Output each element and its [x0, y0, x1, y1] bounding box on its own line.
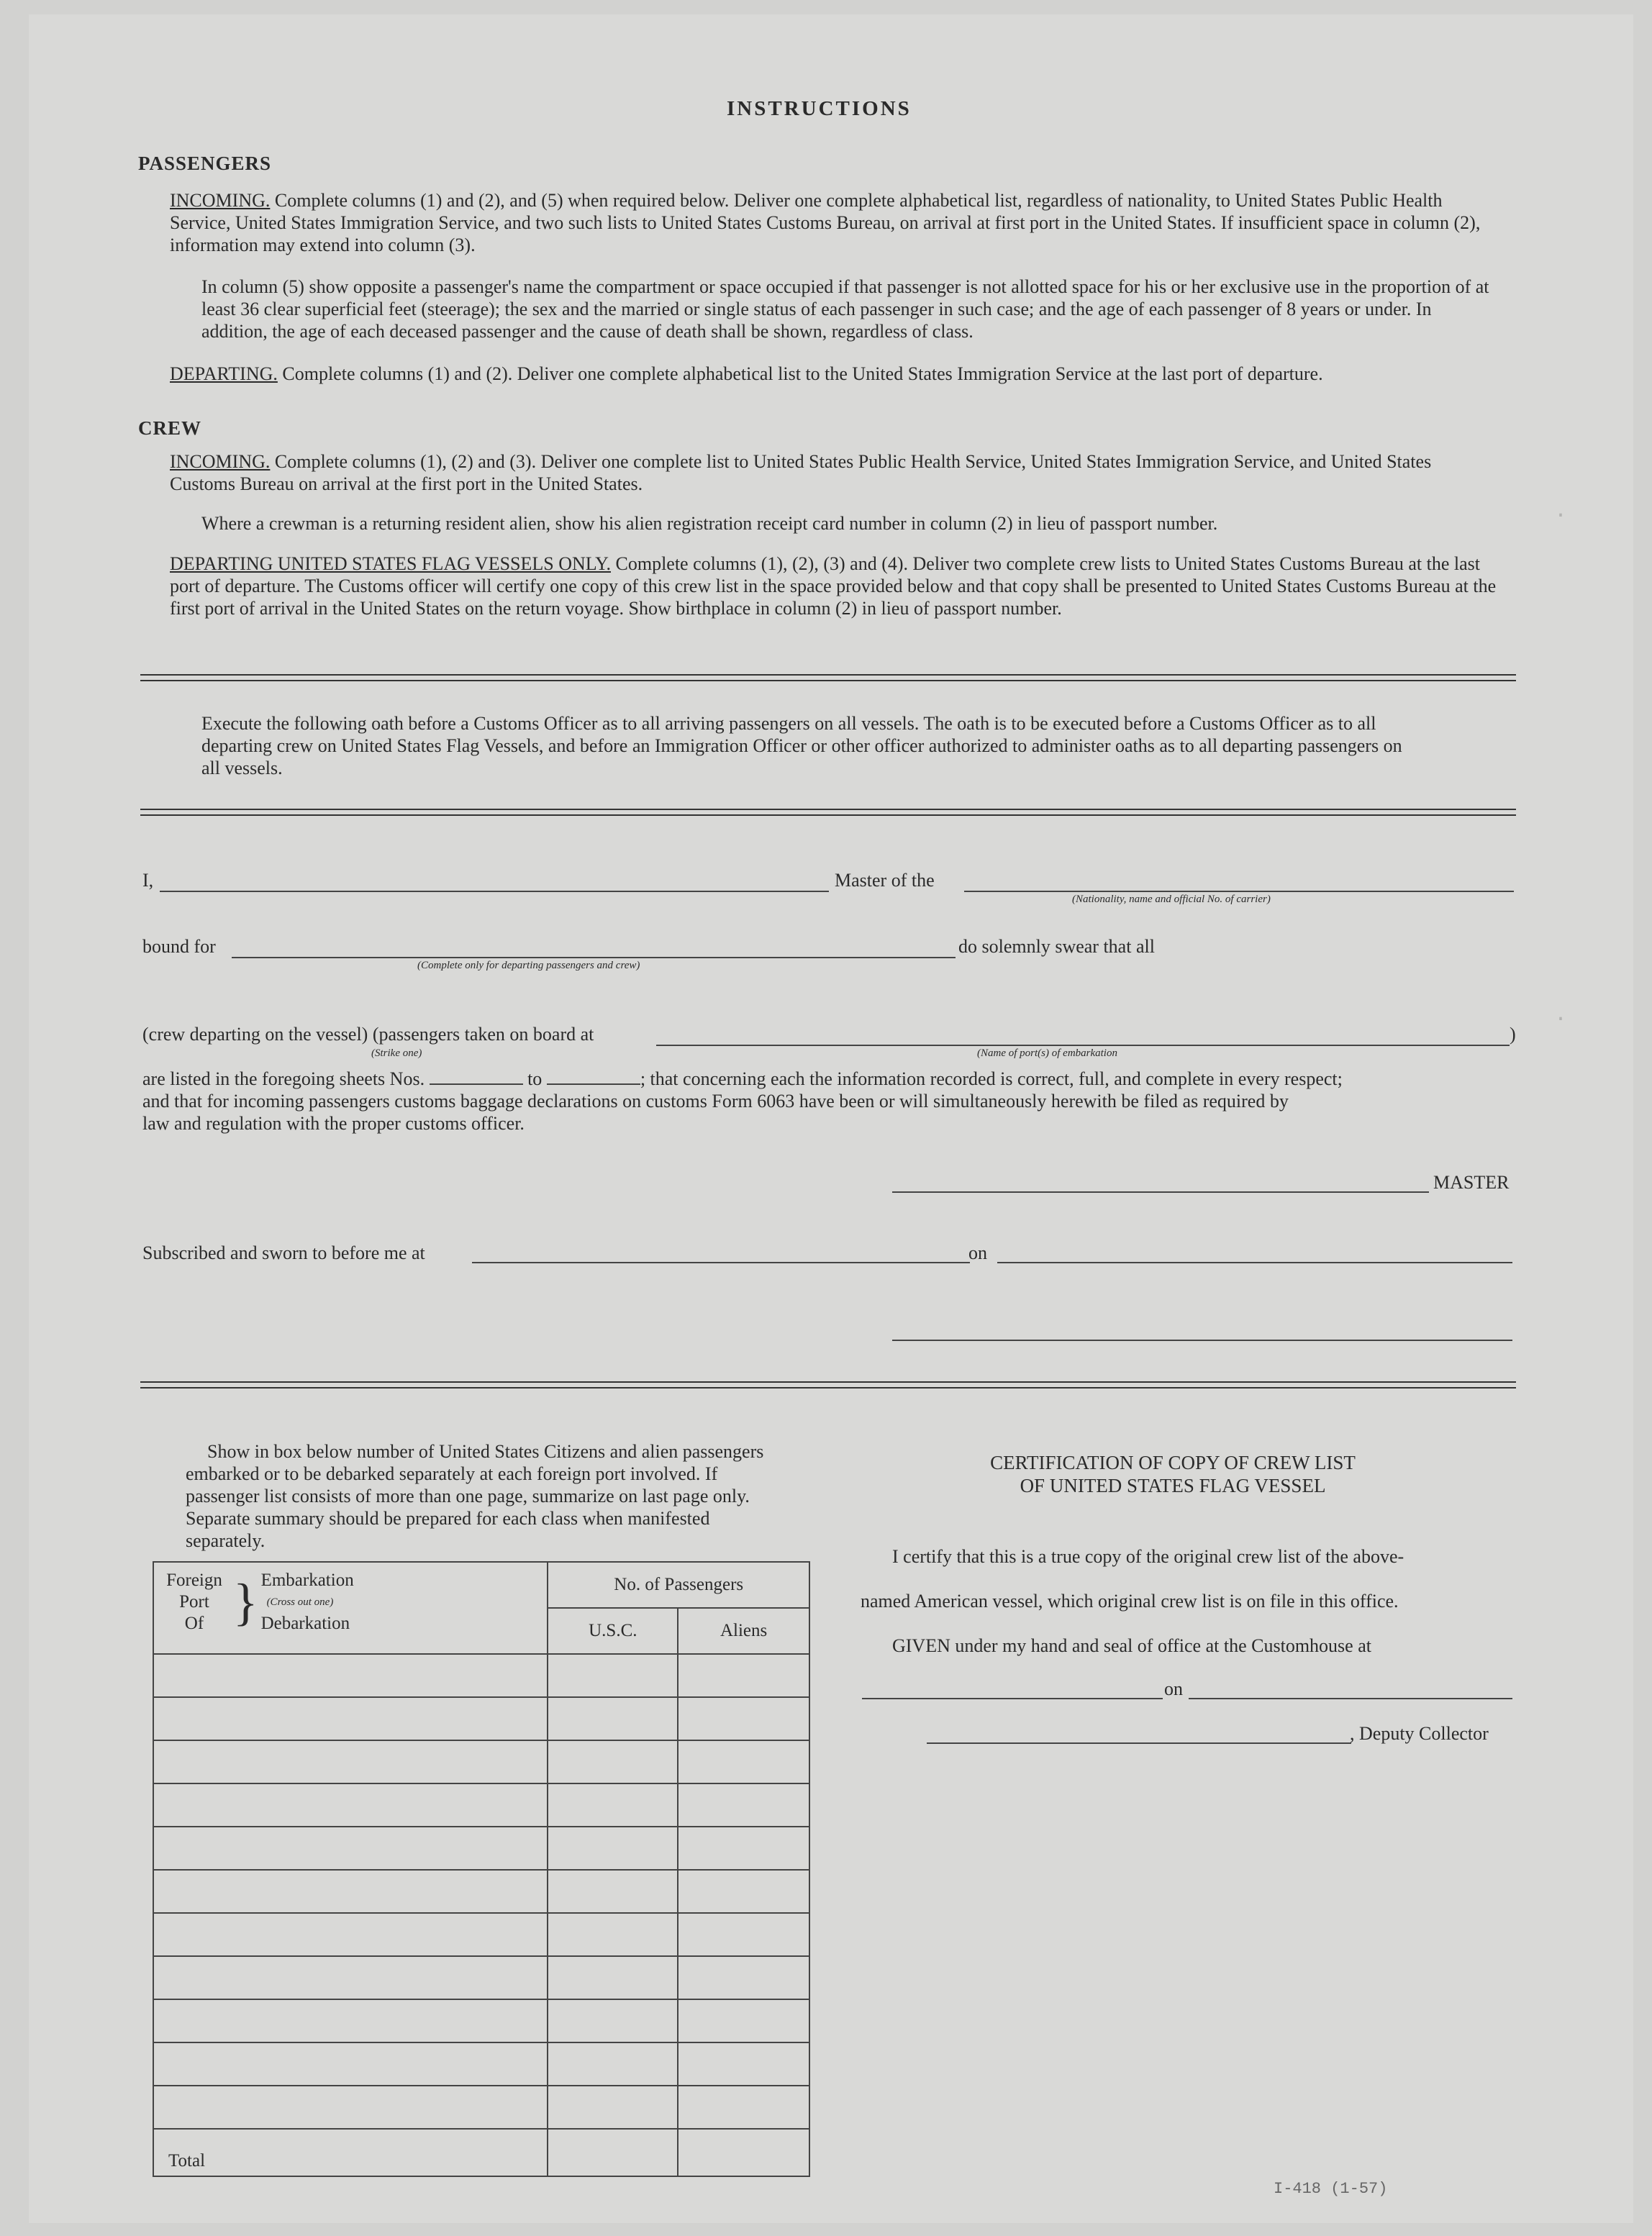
usc-cell[interactable]	[548, 1956, 678, 1999]
port-cell[interactable]	[153, 1654, 548, 1697]
ports-caption: (Name of port(s) of embarkation	[977, 1047, 1117, 1059]
bound-for-field[interactable]	[232, 957, 956, 958]
master-name-field[interactable]	[160, 891, 829, 892]
certify-on-label: on	[1164, 1678, 1183, 1699]
usc-cell[interactable]	[548, 2086, 678, 2129]
complete-caption: (Complete only for departing passengers and crew)	[417, 960, 640, 971]
page-title: INSTRUCTIONS	[727, 97, 912, 120]
brace: }	[233, 1573, 258, 1631]
carrier-field[interactable]	[964, 891, 1514, 892]
certify-line-1: I certify that this is a true copy of the original crew list of the above-	[892, 1546, 1404, 1567]
aliens-cell[interactable]	[678, 2042, 809, 2086]
form-number: I-418 (1-57)	[1274, 2180, 1388, 2198]
crew-incoming-label: INCOMING.	[170, 451, 271, 472]
port-cell[interactable]	[153, 2042, 548, 2086]
aliens-cell[interactable]	[678, 1956, 809, 1999]
port-cell[interactable]	[153, 1827, 548, 1870]
listed-to-label: to	[527, 1068, 543, 1089]
passengers-incoming-paragraph	[170, 189, 1501, 256]
crew-incoming-paragraph	[170, 450, 1501, 495]
form-page	[29, 14, 1633, 2223]
bleed-through-mark: ·	[1554, 504, 1568, 528]
bound-for-label: bound for	[142, 936, 216, 957]
usc-cell[interactable]	[548, 1740, 678, 1783]
aliens-cell[interactable]	[678, 1827, 809, 1870]
of-label: Of	[184, 1614, 204, 1633]
total-usc-cell[interactable]	[548, 2129, 678, 2176]
certify-date-field[interactable]	[1189, 1698, 1512, 1699]
usc-cell[interactable]	[548, 1999, 678, 2042]
sworn-date-field[interactable]	[997, 1262, 1512, 1263]
section-divider	[140, 814, 1516, 816]
usc-cell[interactable]	[548, 1913, 678, 1956]
passengers-column5-paragraph: In column (5) show opposite a passenger's name the compartment or space occupied if that passenger is not allotted space for his or her exclusive use in the proportion of at least 36 clear superficial feet (steerage); the sex and the married or single status of each passenger in such case; and the age of each passenger of 8 years or under. In addition, the age of each deceased passenger and the cause of death shall be shown, regardless of class.	[201, 276, 1489, 342]
passengers-departing-label: DEPARTING.	[170, 363, 278, 384]
usc-cell[interactable]	[548, 1783, 678, 1827]
certify-line-2: named American vessel, which original crew list is on file in this office.	[861, 1591, 1399, 1612]
section-divider	[140, 1381, 1516, 1383]
usc-cell[interactable]	[548, 2042, 678, 2086]
aliens-cell[interactable]	[678, 1999, 809, 2042]
passengers-incoming-text: Complete columns (1) and (2), and (5) when required below. Deliver one complete alphabetical list, regardless of nationality, to United States Public Health Service, United States Immigration Service, and two such lists to United States Customs Bureau, on arrival at first port in the United States. If insufficient space in column (2), information may extend into column (3).	[170, 190, 1481, 255]
debarkation-label: Debarkation	[260, 1614, 350, 1633]
section-divider	[140, 680, 1516, 681]
port-cell[interactable]	[153, 1783, 548, 1827]
usc-header: U.S.C.	[548, 1608, 678, 1654]
strike-one-caption: (Strike one)	[371, 1047, 422, 1059]
crew-heading: CREW	[138, 417, 202, 439]
port-cell[interactable]	[153, 1740, 548, 1783]
deputy-signature-field[interactable]	[927, 1742, 1351, 1744]
section-divider	[140, 674, 1516, 676]
officer-signature-field[interactable]	[892, 1340, 1512, 1341]
certification-title-1: CERTIFICATION OF COPY OF CREW LIST	[990, 1452, 1356, 1473]
listed-text-a: are listed in the foregoing sheets Nos.	[142, 1068, 425, 1089]
port-header-cell	[153, 1562, 548, 1654]
bleed-through-mark: ·	[1554, 1007, 1568, 1032]
listed-text-c: and that for incoming passengers customs baggage declarations on customs Form 6063 have been or will simultaneously herewith be filed as required by	[142, 1091, 1289, 1112]
no-of-passengers-header: No. of Passengers	[548, 1562, 809, 1608]
passengers-incoming-label: INCOMING.	[170, 190, 271, 211]
usc-cell[interactable]	[548, 1870, 678, 1913]
aliens-cell[interactable]	[678, 1870, 809, 1913]
usc-cell[interactable]	[548, 1654, 678, 1697]
sworn-place-field[interactable]	[472, 1262, 970, 1263]
nationality-caption: (Nationality, name and official No. of carrier)	[1072, 894, 1271, 905]
subscribed-label: Subscribed and sworn to before me at	[142, 1242, 425, 1263]
listed-paragraph	[142, 1068, 1517, 1135]
section-divider	[140, 1387, 1516, 1389]
sheet-to-field[interactable]	[547, 1068, 640, 1085]
close-paren: )	[1510, 1024, 1516, 1045]
aliens-cell[interactable]	[678, 1783, 809, 1827]
customhouse-field[interactable]	[862, 1698, 1163, 1699]
oath-intro-paragraph: Execute the following oath before a Customs Officer as to all arriving passengers on all vessels. The oath is to be executed before a Customs Officer as to all departing crew on United States Flag Vessels, and before an Immigration Officer or other officer authorized to administer oaths as to all departing passengers on all vessels.	[201, 713, 1402, 778]
listed-text-d: law and regulation with the proper customs officer.	[142, 1113, 525, 1134]
crew-departing-text: Complete columns (1), (2), (3) and (4). Deliver two complete crew lists to United States Customs Bureau at the last port of departure. The Customs officer will certify one copy of this crew list in the space provided below and that copy shall be presented to United States Customs Bureau at the first port of arrival in the United States on the return voyage. Show birthplace in column (2) in lieu of passport number.	[170, 553, 1497, 619]
port-label: Port	[179, 1592, 209, 1612]
oath-i-label: I,	[142, 870, 154, 891]
embarkation-ports-field[interactable]	[656, 1045, 1510, 1046]
crew-departing-paragraph	[170, 553, 1501, 619]
passengers-departing-paragraph	[170, 363, 1501, 385]
port-cell[interactable]	[153, 1999, 548, 2042]
master-of-label: Master of the	[835, 870, 935, 891]
deputy-collector-label: , Deputy Collector	[1350, 1723, 1489, 1744]
passengers-heading: PASSENGERS	[138, 153, 272, 174]
crew-incoming-text: Complete columns (1), (2) and (3). Deliver one complete list to United States Public Health Service, United States Immigration Service, and United States Customs Bureau on arrival at the first port in the United States.	[170, 451, 1432, 494]
given-line: GIVEN under my hand and seal of office at the Customhouse at	[892, 1635, 1371, 1656]
sworn-on-label: on	[968, 1242, 987, 1263]
certification-title-2: OF UNITED STATES FLAG VESSEL	[1020, 1475, 1326, 1496]
usc-cell[interactable]	[548, 1827, 678, 1870]
port-cell[interactable]	[153, 1956, 548, 1999]
crew-resident-paragraph: Where a crewman is a returning resident alien, show his alien registration receipt card number in column (2) in lieu of passport number.	[201, 513, 1218, 534]
summary-instructions: Show in box below number of United States Citizens and alien passengers embarked or to be debarked separately at each foreign port involved. If passenger list consists of more than one page, summarize on last page only. Separate summary should be prepared for each class when manifested separately.	[186, 1441, 764, 1551]
master-signature-field[interactable]	[892, 1191, 1429, 1193]
port-cell[interactable]	[153, 2086, 548, 2129]
passengers-departing-text: Complete columns (1) and (2). Deliver one complete alphabetical list to the United States Immigration Service at the last port of departure.	[282, 363, 1323, 384]
aliens-cell[interactable]	[678, 2086, 809, 2129]
total-label: Total	[153, 2129, 548, 2176]
foreign-label: Foreign	[166, 1571, 222, 1590]
port-cell[interactable]	[153, 1870, 548, 1913]
passenger-summary-table	[153, 1561, 810, 2177]
aliens-cell[interactable]	[678, 1654, 809, 1697]
crew-departing-text: (crew departing on the vessel) (passengers taken on board at	[142, 1024, 594, 1045]
port-cell[interactable]	[153, 1913, 548, 1956]
crew-departing-label: DEPARTING UNITED STATES FLAG VESSELS ONLY.	[170, 553, 611, 574]
aliens-cell[interactable]	[678, 1740, 809, 1783]
master-label: MASTER	[1433, 1172, 1510, 1193]
aliens-cell[interactable]	[678, 1697, 809, 1740]
cross-out-caption: (Cross out one)	[266, 1596, 334, 1608]
sheet-from-field[interactable]	[430, 1068, 523, 1085]
usc-cell[interactable]	[548, 1697, 678, 1740]
embarkation-label: Embarkation	[260, 1571, 354, 1590]
port-cell[interactable]	[153, 1697, 548, 1740]
section-divider	[140, 809, 1516, 810]
total-aliens-cell[interactable]	[678, 2129, 809, 2176]
aliens-cell[interactable]	[678, 1913, 809, 1956]
aliens-header: Aliens	[678, 1608, 809, 1654]
solemnly-swear-text: do solemnly swear that all	[958, 936, 1155, 957]
listed-text-b: ; that concerning each the information recorded is correct, full, and complete in every respect;	[640, 1068, 1343, 1089]
